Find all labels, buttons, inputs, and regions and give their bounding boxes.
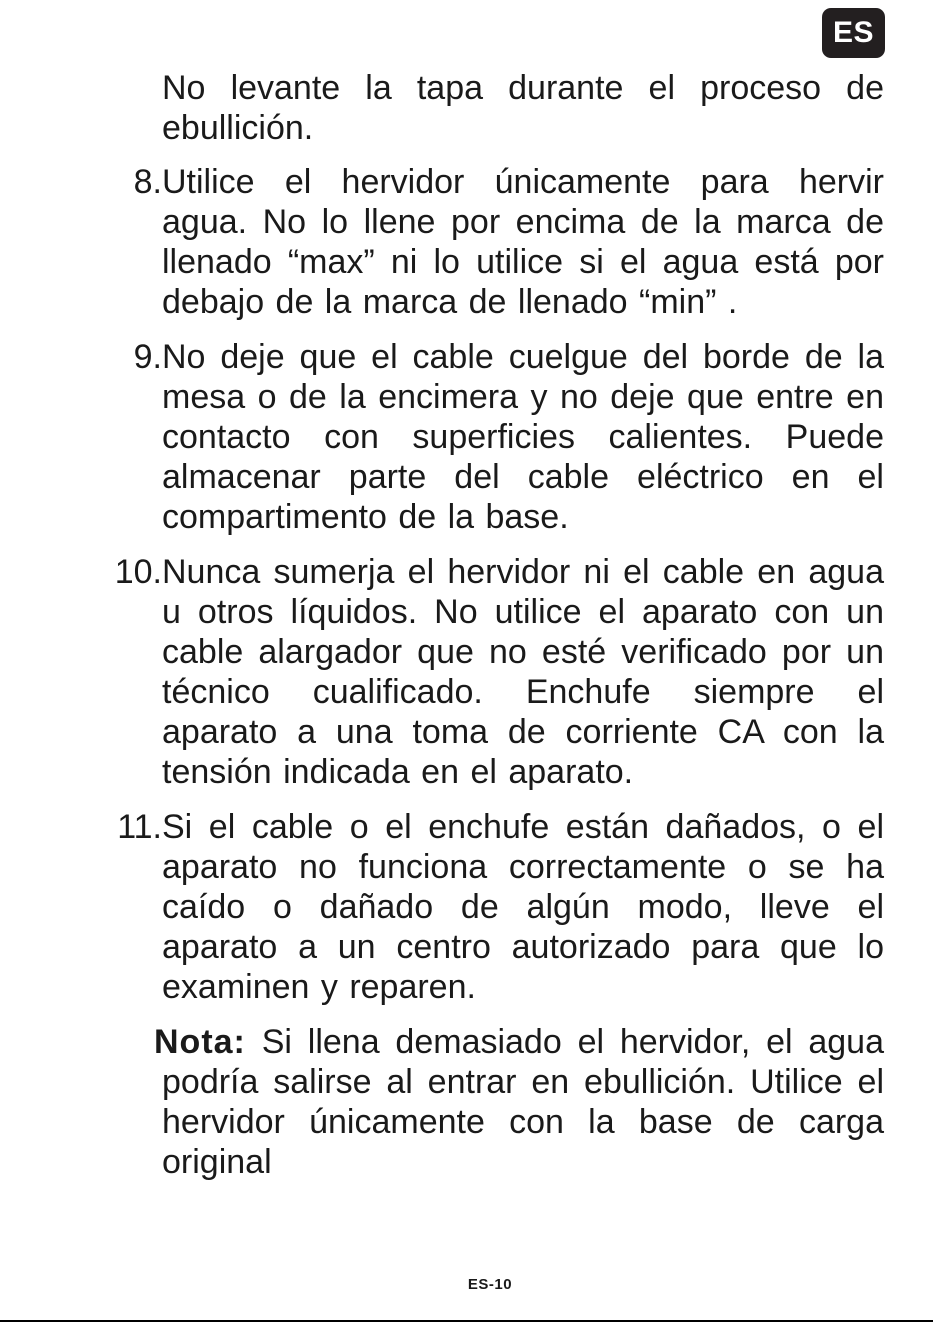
list-item bbox=[133, 337, 884, 537]
list-item bbox=[133, 162, 884, 322]
item-number: 8. bbox=[133, 163, 162, 201]
item-number: 9. bbox=[133, 338, 162, 376]
item-number: 11. bbox=[117, 808, 162, 846]
page-number: ES-10 bbox=[467, 1276, 513, 1293]
note-text: Si llena demasiado el hervidor, el agua podría salirse al entrar en ebullición. Utilice el hervidor únicamente con la base de carga original bbox=[162, 1023, 884, 1181]
intro-paragraph bbox=[162, 68, 884, 148]
item-number: 10. bbox=[114, 553, 162, 591]
instructions-body bbox=[0, 68, 933, 1182]
list-item bbox=[114, 552, 884, 792]
intro-text: No levante la tapa durante el proceso de ebullición. bbox=[162, 69, 884, 147]
item-text: No deje que el cable cuelgue del borde de la mesa o de la encimera y no deje que entre en contacto con superficies calientes. Puede almacenar parte del cable eléctrico en el compartimento de la base. bbox=[162, 338, 884, 536]
list-item bbox=[117, 807, 884, 1007]
item-text: Nunca sumerja el hervidor ni el cable en agua u otros líquidos. No utilice el aparato con un cable alargador que no esté verificado por un técnico cualificado. Enchufe siempre el aparato a una toma de corriente CA con la tensión indicada en el aparato. bbox=[162, 553, 884, 791]
note-paragraph bbox=[154, 1022, 884, 1182]
bottom-divider bbox=[0, 1320, 933, 1322]
item-text: Utilice el hervidor únicamente para hervir agua. No lo llene por encima de la marca de llenado “max” ni lo utilice si el agua está por debajo de la marca de llenado “min” . bbox=[162, 163, 884, 321]
note-label: Nota: bbox=[154, 1023, 246, 1061]
item-text: Si el cable o el enchufe están dañados, o el aparato no funciona correctamente o se ha caído o dañado de algún modo, lleve el aparato a un centro autorizado para que lo examinen y reparen. bbox=[162, 808, 884, 1006]
language-badge: ES bbox=[822, 8, 885, 58]
